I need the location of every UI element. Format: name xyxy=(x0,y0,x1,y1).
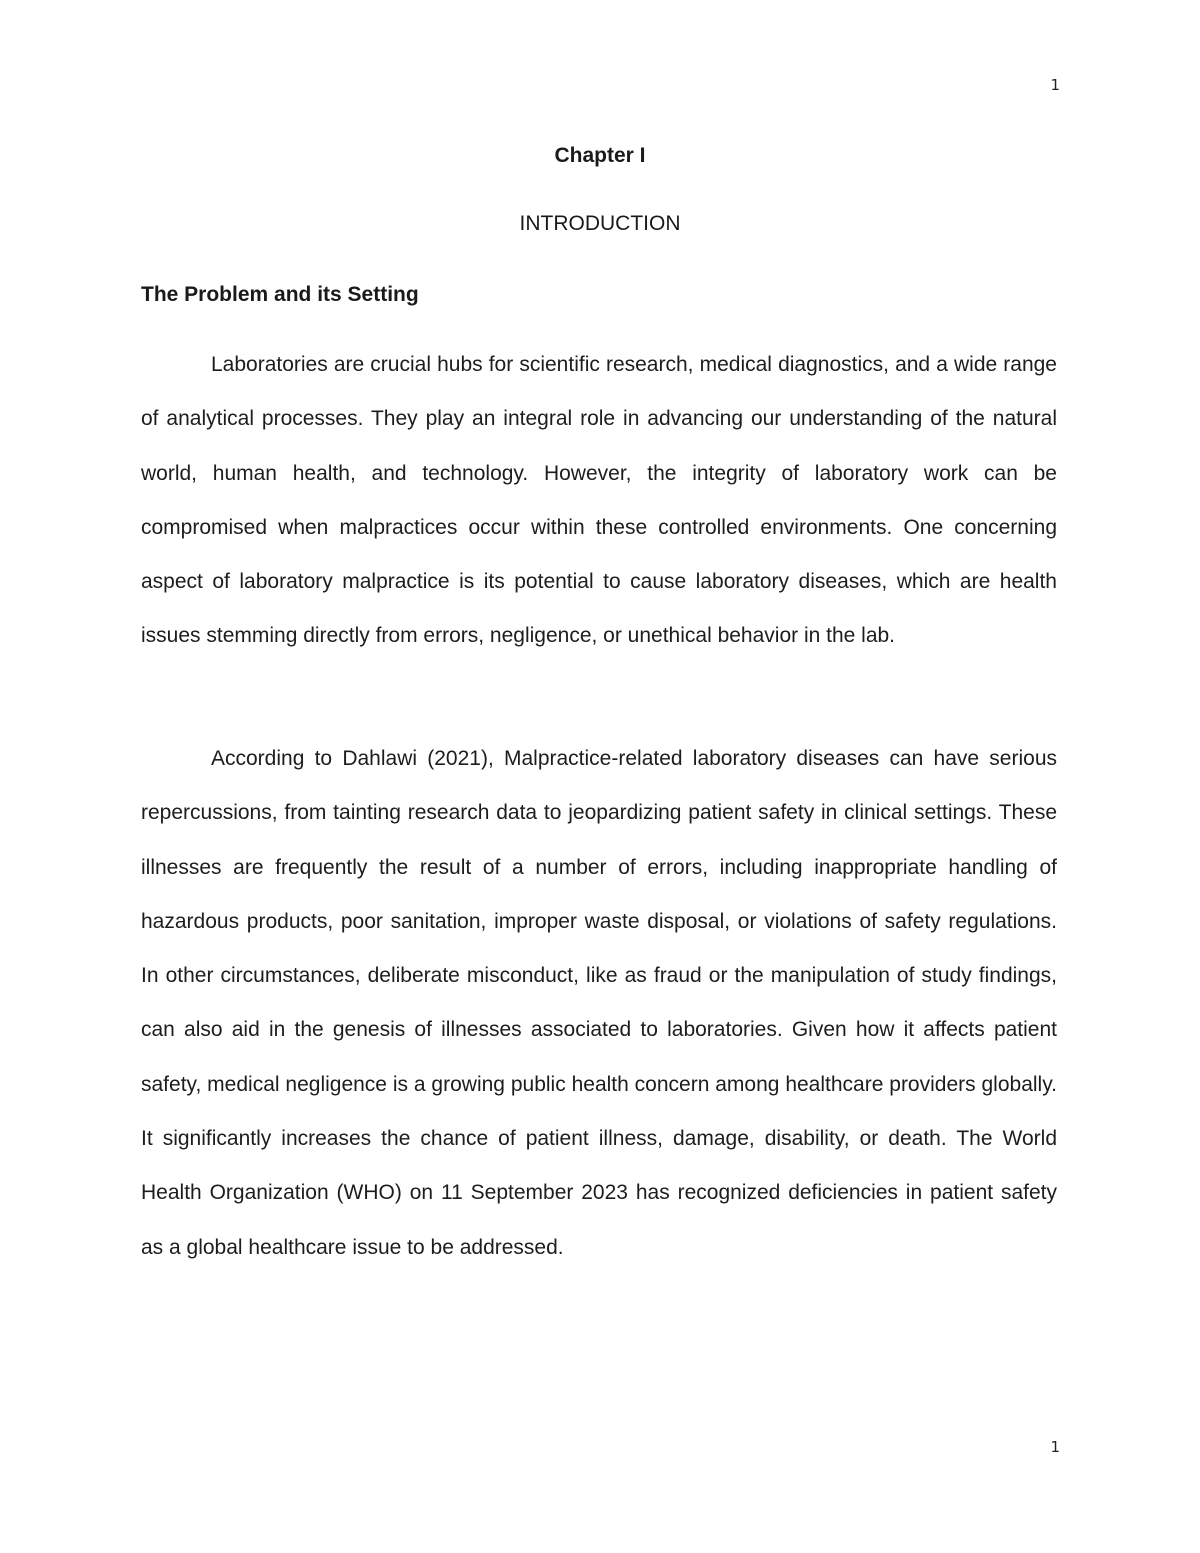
paragraph: According to Dahlawi (2021), Malpractice-related laboratory diseases can have serious repercussions, from tainting research data to jeopardizing patient safety in clinical settings. These illnesses are frequently the result of a number of errors, including inappropriate handling of hazardous products, poor sanitation, improper waste disposal, or violations of safety regulations. In other circumstances, deliberate misconduct, like as fraud or the manipulation of study findings, can also aid in the genesis of illnesses associated to laboratories. Given how it affects patient safety, medical negligence is a growing public health concern among healthcare providers globally. It significantly increases the chance of patient illness, damage, disability, or death. The World Health Organization (WHO) on 11 September 2023 has recognized deficiencies in patient safety as a global healthcare issue to be addressed. xyxy=(141,747,1057,1259)
paragraph: Laboratories are crucial hubs for scientific research, medical diagnostics, and a wide range of analytical processes. They play an integral role in advancing our understanding of the natural world, human health, and technology. However, the integrity of laboratory work can be compromised when malpractices occur within these controlled environments. One concerning aspect of laboratory malpractice is its potential to cause laboratory diseases, which are health issues stemming directly from errors, negligence, or unethical behavior in the lab. xyxy=(141,353,1057,648)
header-page-number: 1 xyxy=(1050,76,1060,94)
chapter-title: Chapter I xyxy=(554,144,646,167)
subheading: The Problem and its Setting xyxy=(141,283,419,306)
section-title: INTRODUCTION xyxy=(519,212,681,235)
footer-page-number: 1 xyxy=(1050,1438,1060,1456)
